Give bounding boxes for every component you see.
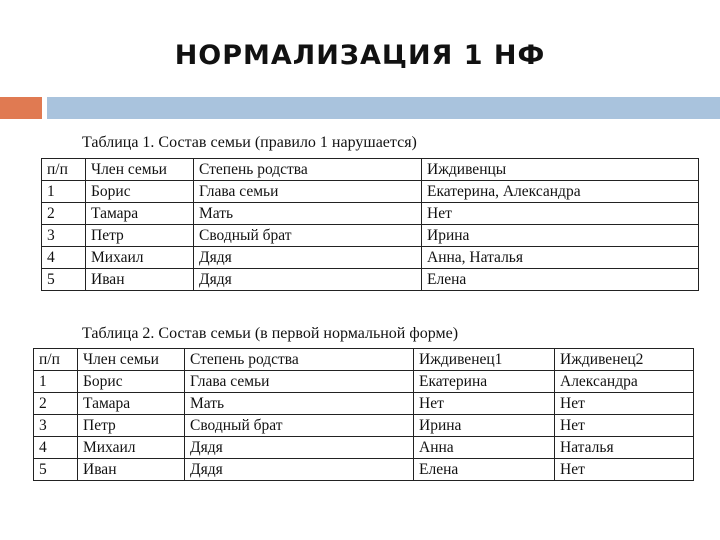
- table-cell: 2: [42, 203, 86, 225]
- table-cell: Нет: [555, 415, 694, 437]
- table-cell: Петр: [78, 415, 185, 437]
- table-cell: 5: [34, 459, 78, 481]
- table-row: [42, 203, 699, 225]
- table-cell: Александра: [555, 371, 694, 393]
- family-table-2: [33, 348, 694, 481]
- table-cell: 4: [34, 437, 78, 459]
- table-cell: Наталья: [555, 437, 694, 459]
- table-cell: Дядя: [185, 459, 414, 481]
- table-cell: 5: [42, 269, 86, 291]
- table-cell: 3: [34, 415, 78, 437]
- table-cell: Тамара: [86, 203, 194, 225]
- table-cell: Иван: [78, 459, 185, 481]
- accent-square: [0, 97, 42, 119]
- table-cell: Петр: [86, 225, 194, 247]
- table-cell: Ирина: [422, 225, 699, 247]
- table-cell: Дядя: [194, 269, 422, 291]
- table-cell: 3: [42, 225, 86, 247]
- table-cell: 1: [34, 371, 78, 393]
- header-cell: Иждивенец1: [414, 349, 555, 371]
- table-row: [34, 393, 694, 415]
- table-cell: Глава семьи: [185, 371, 414, 393]
- table-cell: Екатерина: [414, 371, 555, 393]
- table-cell: Борис: [86, 181, 194, 203]
- table-cell: Елена: [414, 459, 555, 481]
- table-cell: Иван: [86, 269, 194, 291]
- header-cell: Иждивенец2: [555, 349, 694, 371]
- table-header-row: [42, 159, 699, 181]
- table-row: [42, 225, 699, 247]
- accent-bar: [47, 97, 720, 119]
- table-cell: Ирина: [414, 415, 555, 437]
- header-cell: Иждивенцы: [422, 159, 699, 181]
- table-cell: Тамара: [78, 393, 185, 415]
- table-row: [42, 181, 699, 203]
- table-cell: Екатерина, Александра: [422, 181, 699, 203]
- table-header-row: [34, 349, 694, 371]
- header-cell: п/п: [42, 159, 86, 181]
- table-cell: Дядя: [185, 437, 414, 459]
- table-cell: Мать: [185, 393, 414, 415]
- family-table-1: [41, 158, 699, 291]
- table-row: [42, 247, 699, 269]
- table-row: [34, 415, 694, 437]
- table-cell: Нет: [555, 393, 694, 415]
- table-row: [34, 459, 694, 481]
- table-cell: Анна: [414, 437, 555, 459]
- table-cell: Нет: [414, 393, 555, 415]
- table-cell: 1: [42, 181, 86, 203]
- table-row: [42, 269, 699, 291]
- table-cell: Михаил: [86, 247, 194, 269]
- table-row: [34, 437, 694, 459]
- table-cell: Анна, Наталья: [422, 247, 699, 269]
- table-cell: Борис: [78, 371, 185, 393]
- table-cell: Дядя: [194, 247, 422, 269]
- table-cell: Сводный брат: [185, 415, 414, 437]
- table1-caption: Таблица 1. Состав семьи (правило 1 нарушается): [82, 134, 417, 151]
- header-cell: Член семьи: [86, 159, 194, 181]
- table-row: [34, 371, 694, 393]
- table2-caption: Таблица 2. Состав семьи (в первой нормальной форме): [82, 325, 459, 342]
- table-cell: 4: [42, 247, 86, 269]
- table-cell: Нет: [422, 203, 699, 225]
- table-cell: Глава семьи: [194, 181, 422, 203]
- table-cell: Елена: [422, 269, 699, 291]
- table-cell: Нет: [555, 459, 694, 481]
- table-cell: 2: [34, 393, 78, 415]
- table-cell: Мать: [194, 203, 422, 225]
- table-cell: Сводный брат: [194, 225, 422, 247]
- header-cell: Степень родства: [185, 349, 414, 371]
- header-cell: Степень родства: [194, 159, 422, 181]
- header-cell: п/п: [34, 349, 78, 371]
- page-title: НОРМАЛИЗАЦИЯ 1 НФ: [174, 40, 546, 71]
- header-cell: Член семьи: [78, 349, 185, 371]
- table-cell: Михаил: [78, 437, 185, 459]
